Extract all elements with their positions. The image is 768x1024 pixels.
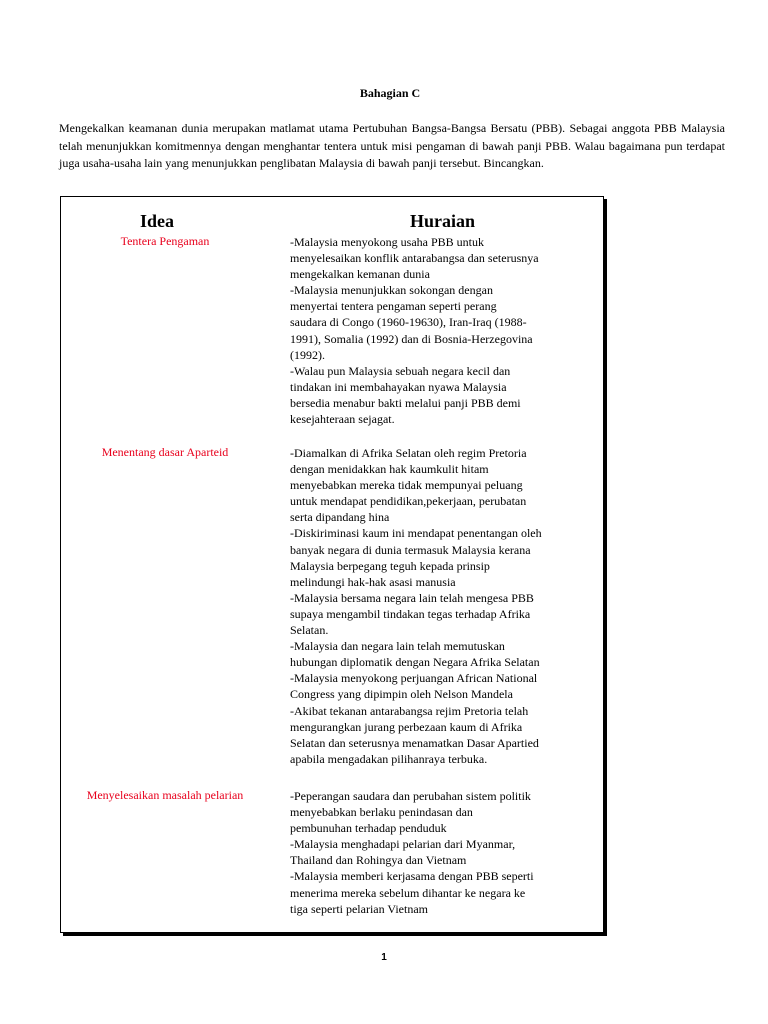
huraian-line: Thailand dan Rohingya dan Vietnam <box>290 853 467 868</box>
huraian-line: mengekalkan kemanan dunia <box>290 267 430 282</box>
huraian-line: Congress yang dipimpin oleh Nelson Mandela <box>290 687 513 702</box>
huraian-menentang-aparteid <box>290 445 580 767</box>
huraian-line: -Diamalkan di Afrika Selatan oleh regim Pretoria <box>290 446 527 460</box>
huraian-line: hubungan diplomatik dengan Negara Afrika Selatan <box>290 655 540 670</box>
huraian-masalah-pelarian <box>290 788 580 917</box>
huraian-line: menyebabkan mereka tidak mempunyai peluang <box>290 478 523 493</box>
huraian-line: dengan menidakkan hak kaumkulit hitam <box>290 462 489 477</box>
huraian-line: menerima mereka sebelum dihantar ke negara ke <box>290 885 526 900</box>
huraian-line: -Malaysia menyokong perjuangan African National <box>290 671 538 686</box>
huraian-line: menyelesaikan konflik antarabangsa dan seterusnya <box>290 251 539 266</box>
section-title: Bahagian C <box>359 86 421 100</box>
huraian-line: bersedia menabur bakti melalui panji PBB demi <box>290 395 521 410</box>
huraian-line: -Malaysia menyokong usaha PBB untuk <box>290 235 484 249</box>
huraian-line: tiga seperti pelarian Vietnam <box>290 901 429 916</box>
huraian-line: untuk mendapat pendidikan,pekerjaan, perubatan <box>290 494 527 509</box>
huraian-line: -Akibat tekanan antarabangsa rejim Pretoria telah <box>290 703 529 718</box>
huraian-line: serta dipandang hina <box>290 510 390 525</box>
huraian-line: (1992). <box>290 347 325 362</box>
huraian-line: melindungi hak-hak asasi manusia <box>290 574 456 589</box>
huraian-tentera-pengaman <box>290 234 580 427</box>
page-number: 1 <box>381 952 387 963</box>
idea-tentera-pengaman: Tentera Pengaman <box>120 234 210 248</box>
huraian-line: 1991), Somalia (1992) dan di Bosnia-Herzegovina <box>290 331 533 346</box>
huraian-line: -Malaysia bersama negara lain telah mengesa PBB <box>290 590 534 605</box>
huraian-line: menyebabkan berlaku penindasan dan <box>290 805 473 820</box>
huraian-line: -Malaysia dan negara lain telah memutuskan <box>290 639 505 654</box>
huraian-line: -Walau pun Malaysia sebuah negara kecil dan <box>290 363 511 378</box>
huraian-line: -Diskiriminasi kaum ini mendapat penentangan oleh <box>290 526 542 541</box>
huraian-line: Selatan dan seterusnya menamatkan Dasar Apartied <box>290 735 539 750</box>
huraian-line: -Malaysia menunjukkan sokongan dengan <box>290 283 493 298</box>
huraian-line: -Peperangan saudara dan perubahan sistem politik <box>290 789 531 803</box>
header-idea: Idea <box>140 211 175 231</box>
huraian-line: banyak negara di dunia termasuk Malaysia kerana <box>290 542 531 557</box>
huraian-line: saudara di Congo (1960-19630), Iran-Iraq (1988- <box>290 315 527 330</box>
huraian-line: -Malaysia memberi kerjasama dengan PBB seperti <box>290 869 534 884</box>
idea-masalah-pelarian: Menyelesaikan masalah pelarian <box>86 788 244 802</box>
huraian-line: tindakan ini membahayakan nyawa Malaysia <box>290 379 507 394</box>
huraian-line: apabila mengadakan pilihanraya terbuka. <box>290 751 488 766</box>
huraian-line: supaya mengambil tindakan tegas terhadap Afrika <box>290 606 531 621</box>
huraian-line: -Malaysia menghadapi pelarian dari Myanmar, <box>290 837 516 852</box>
huraian-line: menyertai tentera pengaman seperti perang <box>290 299 497 314</box>
header-huraian: Huraian <box>410 211 476 231</box>
huraian-line: pembunuhan terhadap penduduk <box>290 821 447 836</box>
intro-paragraph: Mengekalkan keamanan dunia merupakan matlamat utama Pertubuhan Bangsa-Bangsa Bersatu (PBB). Sebagai anggota PBB Malaysia telah menunjukkan komitmennya dengan menghantar tentera untuk misi pengaman di bawah panji PBB. Walau bagaimana pun terdapat juga usaha-usaha lain yang menunjukkan penglibatan Malaysia di bawah panji tersebut. Bincangkan. <box>59 121 725 170</box>
idea-menentang-aparteid: Menentang dasar Aparteid <box>101 445 229 459</box>
huraian-line: Selatan. <box>290 623 329 638</box>
huraian-line: Malaysia berpegang teguh kepada prinsip <box>290 558 490 573</box>
huraian-line: kesejahteraan sejagat. <box>290 412 395 427</box>
huraian-line: mengurangkan jurang perbezaan kaum di Afrika <box>290 719 523 734</box>
